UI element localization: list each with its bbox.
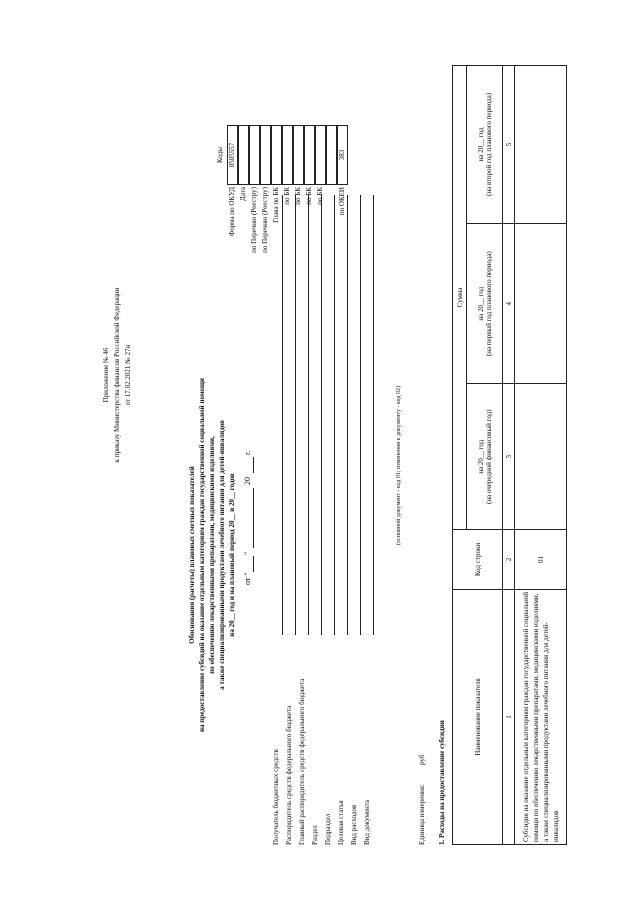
row-code: 01 [515,530,567,590]
field-label: Распорядитель средств федерального бюджета [285,705,293,845]
field-underline [334,195,335,635]
num-5: 5 [503,66,515,224]
code-label: Глава по БК [272,187,280,223]
field-label: Раздел [311,825,319,845]
field-underline [360,195,361,635]
date-year: 20 [243,477,252,485]
code-box [293,125,304,185]
date-mid: " [243,551,252,555]
num-4: 4 [503,223,515,383]
num-3: 3 [503,384,515,530]
field-label: Получатель бюджетных средств [272,749,280,845]
code-label: по БК [305,187,313,205]
code-label: Дата [239,187,247,201]
code-box [326,125,337,185]
col-name-header: Наименование показателя [453,590,503,845]
field-underline [347,195,348,635]
field-underline [282,195,283,635]
code-box [304,125,315,185]
section1-title: 1. Расходы на предоставление субсидии [438,720,446,845]
code-label: по Перечню (Реестру) [261,187,269,253]
code-label: по БК [316,187,324,205]
code-box [282,125,293,185]
field-label: Главный распорядитель средств федерального бюджета [298,678,306,845]
col5-header: на 20__ год (на второй год планового периода) [467,66,503,224]
date-suffix: г. [243,450,252,455]
unit-value: руб [418,754,426,765]
rotated-sheet [40,25,600,875]
code-box [271,125,282,185]
row-val-1 [515,384,567,530]
expenses-table [452,65,567,845]
code-label: по Перечню (Реестру) [250,187,258,253]
col3-header: на 20__ год (на очередной финансовый год) [467,384,503,530]
title-line1: Обоснования (расчеты) плановых сметных показателей [188,466,196,644]
code-box [260,125,271,185]
code-box: 383 [337,125,348,185]
field-underline [321,195,322,635]
col-code-header: Код строки [453,530,503,590]
field-label: Вид расходов [350,804,358,845]
code-box [238,125,249,185]
field-underline [373,195,374,635]
title-line5: на 20__ год и на плановый период 20__ и 20__ годов [228,473,236,637]
appendix-line2: к приказу Министерства финансов Российской Федерации [113,287,121,463]
field-label: Подраздел [324,813,332,845]
code-label: по БК [283,187,291,205]
date-prefix: от " [243,572,252,585]
title-line4: а также специализированными продуктами лечебного питания для детей-инвалидов [218,420,226,690]
field-underline [295,195,296,635]
appendix-line1: Приложение № 46 [102,347,110,403]
codes-header: Коды [216,147,224,163]
code-box: 0505557 [227,125,238,185]
title-line3: по обеспечению лекарственными препаратами, медицинскими изделиями, [208,436,216,674]
num-1: 1 [503,590,515,845]
row-val-3 [515,66,567,224]
field-label: Вид документа [363,799,371,845]
code-label: по БК [294,187,302,205]
field-label: Целевая статья [337,800,345,845]
row-name: Субсидия на оказание отдельным категориям граждан государственной социальной помощи по обеспечению лекарственными препаратами, медицинскими изделиями, а также специализированными продуктами лечебного питания для детей-инвалидов [515,590,567,845]
col4-header: на 20__ год (на первый год планового периода) [467,223,503,383]
unit-label: Единица измерения: [418,784,426,845]
field-underline [308,195,309,635]
code-label: по ОКЕИ [338,187,346,216]
col-sum-header: Сумма [453,66,467,530]
row-val-2 [515,223,567,383]
num-2: 2 [503,530,515,590]
code-box [249,125,260,185]
appendix-line3: от 17.02.2021 № 27н [124,344,132,406]
code-label: Форма по ОКУД [228,187,236,237]
title-line2: на предоставление субсидий на оказание отдельным категориям граждан государственной социальной помощи [198,378,206,732]
date-hint: (основной документ - код 01; изменения к документу - код 02) [396,386,402,545]
code-box [315,125,326,185]
